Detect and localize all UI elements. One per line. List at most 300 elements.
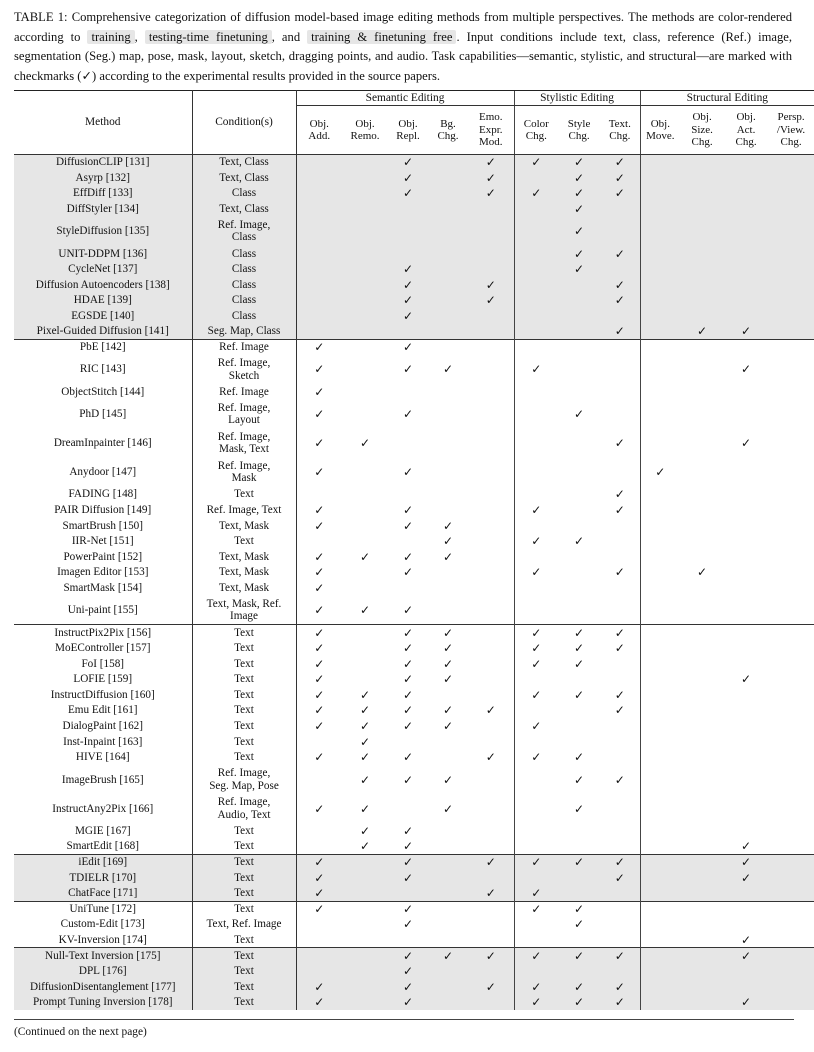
checkmark-icon: ✓ — [741, 839, 752, 854]
checkmark-icon: ✓ — [600, 948, 640, 964]
checkmark-icon: ✓ — [388, 854, 428, 870]
capability-cell — [600, 886, 640, 902]
method-cell: PbE [142] — [14, 339, 192, 355]
capability-cell — [680, 246, 724, 262]
method-cell: InstructDiffusion [160] — [14, 687, 192, 703]
capability-cell — [640, 901, 680, 917]
capability-cell — [388, 217, 428, 246]
condition-cell — [192, 186, 296, 202]
capability-cell — [600, 596, 640, 625]
table-row — [14, 917, 814, 933]
checkmark-icon: ✓ — [558, 246, 600, 262]
checkmark-icon: ✓ — [314, 602, 325, 617]
checkmark-icon: ✓ — [402, 750, 414, 765]
condition-line: Ref. Image, Text — [206, 503, 282, 516]
column-header-8 — [640, 106, 680, 155]
capability-cell — [514, 672, 558, 688]
capability-cell — [640, 672, 680, 688]
method-cell: IIR-Net [151] — [14, 533, 192, 549]
column-header-6 — [558, 106, 600, 155]
capability-cell — [296, 734, 342, 750]
checkmark-icon: ✓ — [314, 465, 325, 480]
capability-cell — [468, 901, 514, 917]
column-header-2 — [388, 106, 428, 155]
checkmark-icon: ✓ — [314, 565, 325, 580]
capability-cell — [342, 339, 388, 355]
condition-cell — [192, 750, 296, 766]
capability-cell — [680, 308, 724, 324]
capability-cell — [296, 293, 342, 309]
table-row — [14, 324, 814, 340]
checkmark-icon: ✓ — [558, 201, 600, 217]
condition-cell — [192, 308, 296, 324]
checkmark-icon: ✓ — [388, 948, 428, 964]
capability-cell — [558, 839, 600, 855]
table-row — [14, 339, 814, 355]
checkmark-icon: ✓ — [574, 801, 585, 816]
method-cell: MoEController [157] — [14, 640, 192, 656]
checkmark-icon: ✓ — [442, 518, 454, 533]
condition-line: Text, Mask, Ref. — [206, 597, 282, 610]
capability-cell — [388, 932, 428, 948]
capability-cell — [768, 750, 814, 766]
checkmark-icon: ✓ — [359, 750, 371, 765]
capability-cell — [468, 765, 514, 794]
capability-cell — [428, 502, 468, 518]
capability-cell — [558, 549, 600, 565]
checkmark-icon: ✓ — [388, 979, 428, 995]
condition-line: Text — [234, 903, 254, 916]
checkmark-icon: ✓ — [514, 155, 558, 171]
capability-cell — [342, 246, 388, 262]
condition-cell — [192, 687, 296, 703]
table-row — [14, 355, 814, 384]
checkmark-icon: ✓ — [388, 870, 428, 886]
condition-line: Text — [234, 933, 254, 946]
checkmark-icon: ✓ — [442, 772, 454, 787]
categorization-table — [14, 90, 814, 1010]
method-cell: Custom-Edit [173] — [14, 917, 192, 933]
capability-cell — [388, 246, 428, 262]
capability-cell — [640, 854, 680, 870]
checkmark-icon: ✓ — [428, 948, 468, 964]
capability-cell — [724, 155, 768, 171]
capability-cell — [724, 565, 768, 581]
checkmark-icon: ✓ — [614, 487, 625, 502]
capability-cell — [514, 293, 558, 309]
capability-cell — [768, 186, 814, 202]
condition-cell — [192, 502, 296, 518]
condition-cell — [192, 718, 296, 734]
checkmark-icon: ✓ — [574, 687, 585, 702]
bottom-rule — [14, 1019, 794, 1020]
capability-cell — [768, 640, 814, 656]
capability-cell — [680, 995, 724, 1011]
capability-cell — [296, 186, 342, 202]
column-header-0 — [296, 106, 342, 155]
condition-cell — [192, 339, 296, 355]
capability-cell — [640, 186, 680, 202]
capability-cell — [428, 400, 468, 429]
condition-cell — [192, 580, 296, 596]
capability-cell — [468, 201, 514, 217]
capability-cell — [388, 580, 428, 596]
checkmark-icon: ✓ — [359, 734, 371, 749]
condition-line: Text, Mask — [218, 581, 270, 594]
capability-cell — [296, 261, 342, 277]
capability-cell — [600, 932, 640, 948]
capability-cell — [468, 355, 514, 384]
column-header-line: Emo. — [479, 111, 503, 124]
capability-cell — [296, 932, 342, 948]
column-header-4 — [468, 106, 514, 155]
capability-cell — [296, 917, 342, 933]
checkmark-icon: ✓ — [614, 436, 625, 451]
table-row — [14, 217, 814, 246]
table-row — [14, 565, 814, 581]
checkmark-icon: ✓ — [600, 186, 640, 202]
checkmark-icon: ✓ — [574, 750, 585, 765]
capability-cell — [680, 429, 724, 458]
capability-cell — [680, 625, 724, 641]
table-row — [14, 549, 814, 565]
capability-cell — [388, 886, 428, 902]
capability-cell — [768, 672, 814, 688]
condition-line: Ref. Image, — [217, 219, 271, 232]
column-header-line: Text. — [608, 117, 631, 130]
condition-line: Text — [234, 949, 254, 962]
capability-cell — [680, 339, 724, 355]
condition-line: Image — [230, 610, 258, 623]
column-header-line: Mod. — [479, 136, 503, 149]
capability-cell — [468, 580, 514, 596]
capability-cell — [600, 672, 640, 688]
condition-line: Text — [234, 488, 254, 501]
checkmark-icon: ✓ — [614, 703, 625, 718]
checkmark-icon: ✓ — [359, 719, 371, 734]
table-row — [14, 170, 814, 186]
checkmark-icon: ✓ — [359, 549, 371, 564]
table-row — [14, 963, 814, 979]
caption-text-2: , — [134, 29, 138, 44]
capability-cell — [680, 186, 724, 202]
capability-cell — [640, 963, 680, 979]
table-row — [14, 277, 814, 293]
capability-cell — [600, 533, 640, 549]
capability-cell — [342, 533, 388, 549]
column-header-line: Obj. — [398, 117, 418, 130]
capability-cell — [514, 823, 558, 839]
capability-cell — [342, 518, 388, 534]
table-header — [14, 91, 814, 155]
condition-cell — [192, 854, 296, 870]
condition-line: Text — [234, 720, 254, 733]
capability-cell — [342, 870, 388, 886]
legend-training: training — [87, 30, 134, 44]
column-header-line: Bg. — [440, 117, 456, 130]
condition-cell — [192, 155, 296, 171]
table-caption — [14, 8, 792, 86]
capability-cell — [640, 765, 680, 794]
capability-cell — [640, 201, 680, 217]
capability-cell — [468, 502, 514, 518]
capability-cell — [680, 640, 724, 656]
condition-line: Ref. Image — [219, 341, 269, 354]
checkmark-icon: ✓ — [314, 719, 325, 734]
capability-cell — [388, 533, 428, 549]
capability-cell — [680, 170, 724, 186]
capability-cell — [768, 533, 814, 549]
column-header-line: Repl. — [396, 130, 420, 142]
capability-cell — [640, 886, 680, 902]
method-cell: Emu Edit [161] — [14, 703, 192, 719]
capability-cell — [468, 672, 514, 688]
condition-line: Class — [231, 187, 257, 200]
capability-cell — [768, 565, 814, 581]
capability-cell — [724, 277, 768, 293]
capability-cell — [558, 565, 600, 581]
capability-cell — [724, 656, 768, 672]
capability-cell — [768, 339, 814, 355]
condition-cell — [192, 870, 296, 886]
capability-cell — [724, 640, 768, 656]
condition-line: Ref. Image, — [217, 796, 271, 809]
method-header: Method — [14, 91, 192, 155]
checkmark-icon: ✓ — [314, 384, 325, 399]
checkmark-icon: ✓ — [514, 186, 558, 202]
method-cell: Prompt Tuning Inversion [178] — [14, 995, 192, 1011]
checkmark-icon: ✓ — [402, 917, 414, 932]
capability-cell — [468, 487, 514, 503]
checkmark-icon: ✓ — [600, 870, 640, 886]
capability-cell — [342, 565, 388, 581]
checkmark-icon: ✓ — [600, 854, 640, 870]
checkmark-icon: ✓ — [468, 186, 514, 202]
capability-cell — [428, 170, 468, 186]
capability-cell — [558, 355, 600, 384]
capability-cell — [514, 277, 558, 293]
method-cell: KV-Inversion [174] — [14, 932, 192, 948]
capability-cell — [468, 384, 514, 400]
checkmark-icon: ✓ — [388, 963, 428, 979]
condition-line: Class — [231, 309, 257, 322]
capability-cell — [428, 750, 468, 766]
checkmark-icon: ✓ — [468, 979, 514, 995]
checkmark-icon: ✓ — [600, 246, 640, 262]
capability-cell — [558, 932, 600, 948]
checkmark-icon: ✓ — [514, 886, 558, 902]
capability-cell — [428, 979, 468, 995]
capability-cell — [680, 854, 724, 870]
column-header-9 — [680, 106, 724, 155]
condition-cell — [192, 963, 296, 979]
capability-cell — [680, 672, 724, 688]
checkmark-icon: ✓ — [442, 672, 454, 687]
capability-cell — [640, 917, 680, 933]
capability-cell — [468, 549, 514, 565]
capability-cell — [342, 917, 388, 933]
capability-cell — [724, 186, 768, 202]
capability-cell — [600, 400, 640, 429]
capability-cell — [600, 839, 640, 855]
capability-cell — [468, 596, 514, 625]
capability-cell — [514, 839, 558, 855]
capability-cell — [640, 170, 680, 186]
capability-cell — [724, 703, 768, 719]
capability-cell — [428, 186, 468, 202]
capability-cell — [514, 261, 558, 277]
checkmark-icon: ✓ — [468, 854, 514, 870]
capability-cell — [600, 384, 640, 400]
checkmark-icon: ✓ — [485, 750, 496, 765]
capability-cell — [342, 355, 388, 384]
capability-cell — [640, 277, 680, 293]
checkmark-icon: ✓ — [388, 625, 428, 641]
column-header-line: /View. — [776, 123, 806, 136]
table-row — [14, 854, 814, 870]
capability-cell — [680, 948, 724, 964]
capability-cell — [428, 734, 468, 750]
table-row — [14, 429, 814, 458]
table-row — [14, 502, 814, 518]
condition-cell — [192, 277, 296, 293]
capability-cell — [468, 963, 514, 979]
capability-cell — [558, 718, 600, 734]
capability-cell — [296, 246, 342, 262]
method-cell: EffDiff [133] — [14, 186, 192, 202]
capability-cell — [342, 901, 388, 917]
method-cell: Null-Text Inversion [175] — [14, 948, 192, 964]
capability-cell — [640, 355, 680, 384]
checkmark-icon: ✓ — [314, 672, 325, 687]
column-header-7 — [600, 106, 640, 155]
method-cell: PowerPaint [152] — [14, 549, 192, 565]
capability-cell — [342, 963, 388, 979]
checkmark-icon: ✓ — [468, 170, 514, 186]
condition-cell — [192, 948, 296, 964]
capability-cell — [428, 565, 468, 581]
condition-cell — [192, 672, 296, 688]
capability-cell — [680, 277, 724, 293]
checkmark-icon: ✓ — [574, 534, 585, 549]
capability-cell — [388, 384, 428, 400]
capability-cell — [768, 429, 814, 458]
condition-cell — [192, 261, 296, 277]
checkmark-icon: ✓ — [741, 362, 752, 377]
capability-cell — [724, 917, 768, 933]
capability-cell — [768, 794, 814, 823]
capability-cell — [342, 324, 388, 340]
capability-cell — [388, 794, 428, 823]
capability-cell — [768, 596, 814, 625]
table-row — [14, 765, 814, 794]
capability-cell — [768, 324, 814, 340]
capability-cell — [768, 502, 814, 518]
checkmark-icon: ✓ — [600, 277, 640, 293]
method-cell: DiffusionCLIP [131] — [14, 155, 192, 171]
capability-cell — [514, 324, 558, 340]
table-row — [14, 246, 814, 262]
capability-cell — [514, 580, 558, 596]
condition-line: Text — [234, 751, 254, 764]
checkmark-icon: ✓ — [468, 155, 514, 171]
capability-cell — [680, 870, 724, 886]
condition-cell — [192, 995, 296, 1011]
method-cell: iEdit [169] — [14, 854, 192, 870]
capability-cell — [514, 429, 558, 458]
capability-cell — [296, 533, 342, 549]
capability-cell — [558, 823, 600, 839]
method-cell: Imagen Editor [153] — [14, 565, 192, 581]
condition-line: Ref. Image, — [217, 767, 271, 780]
checkmark-icon: ✓ — [388, 339, 428, 355]
method-cell: InstructAny2Pix [166] — [14, 794, 192, 823]
condition-line: Text — [234, 735, 254, 748]
checkmark-icon: ✓ — [296, 339, 342, 355]
checkmark-icon: ✓ — [402, 565, 414, 580]
checkmark-icon: ✓ — [485, 703, 496, 718]
capability-cell — [428, 261, 468, 277]
column-header-line: Obj. — [355, 117, 375, 130]
capability-cell — [468, 823, 514, 839]
method-cell: RIC [143] — [14, 355, 192, 384]
capability-cell — [640, 518, 680, 534]
checkmark-icon: ✓ — [359, 602, 371, 617]
table-row — [14, 995, 814, 1011]
capability-cell — [768, 277, 814, 293]
column-header-line: Persp. — [777, 111, 805, 124]
legend-training-finetuning-free: training & finetuning free — [307, 30, 456, 44]
caption-text-1: TABLE 1: Comprehensive categorization of diffusion model-based image editing methods from multiple perspectives. The methods are color-rendered according to — [14, 10, 792, 44]
column-header-line: Add. — [308, 130, 331, 142]
capability-cell — [680, 533, 724, 549]
checkmark-icon: ✓ — [314, 801, 325, 816]
column-header-line: Color — [523, 117, 549, 130]
capability-cell — [388, 734, 428, 750]
capability-cell — [558, 703, 600, 719]
capability-cell — [468, 656, 514, 672]
table-row — [14, 687, 814, 703]
capability-cell — [768, 201, 814, 217]
checkmark-icon: ✓ — [296, 870, 342, 886]
capability-cell — [342, 932, 388, 948]
table-body — [14, 155, 814, 1011]
capability-cell — [640, 703, 680, 719]
capability-cell — [640, 823, 680, 839]
condition-line: Ref. Image, — [217, 357, 271, 370]
checkmark-icon: ✓ — [558, 854, 600, 870]
checkmark-icon: ✓ — [314, 641, 325, 656]
checkmark-icon: ✓ — [314, 750, 325, 765]
capability-cell — [600, 355, 640, 384]
checkmark-icon: ✓ — [402, 772, 414, 787]
capability-cell — [640, 339, 680, 355]
condition-cell — [192, 549, 296, 565]
condition-cell — [192, 734, 296, 750]
condition-line: Audio, Text — [217, 808, 271, 821]
capability-cell — [428, 155, 468, 171]
capability-cell — [724, 170, 768, 186]
capability-cell — [680, 917, 724, 933]
checkmark-icon: ✓ — [574, 407, 585, 422]
capability-cell — [468, 246, 514, 262]
checkmark-icon: ✓ — [724, 870, 768, 886]
capability-cell — [724, 308, 768, 324]
column-header-line: Style — [567, 117, 591, 130]
condition-cell — [192, 518, 296, 534]
capability-cell — [342, 656, 388, 672]
capability-cell — [468, 932, 514, 948]
